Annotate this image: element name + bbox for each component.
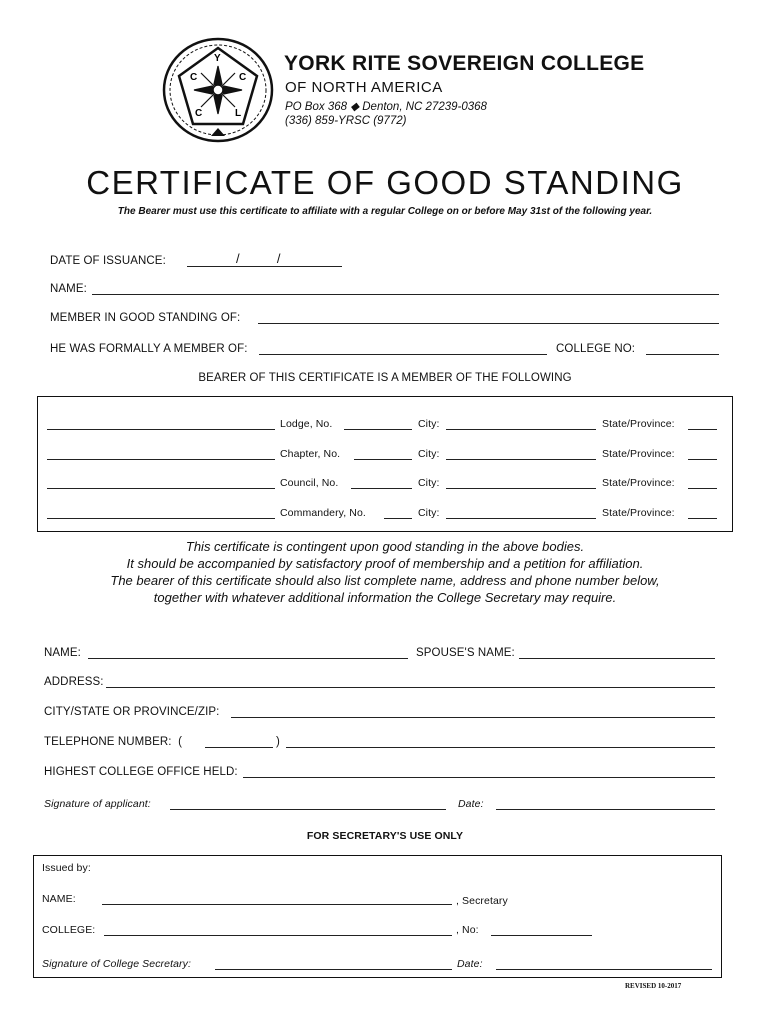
council-name-field[interactable] — [47, 488, 275, 489]
lodge-state-field[interactable] — [688, 429, 717, 430]
seal-letter-bottom-right: L — [235, 108, 242, 119]
secretary-heading: FOR SECRETARY'S USE ONLY — [306, 830, 464, 842]
chapter-state-field[interactable] — [688, 459, 717, 460]
secretary-signature-label: Signature of College Secretary: — [42, 958, 192, 970]
secretary-date-field[interactable] — [496, 969, 712, 970]
highest-office-field[interactable] — [243, 777, 715, 778]
chapter-number-field[interactable] — [354, 459, 412, 460]
council-city-field[interactable] — [446, 488, 596, 489]
seal-letter-left: C — [190, 72, 198, 83]
date-of-issuance-field[interactable] — [187, 266, 342, 267]
lodge-number-field[interactable] — [344, 429, 412, 430]
college-no-label-secretary: , No: — [456, 924, 479, 936]
commandery-state-field[interactable] — [688, 518, 717, 519]
spouse-name-label: SPOUSE'S NAME: — [416, 647, 515, 659]
secretary-signature-field[interactable] — [215, 969, 452, 970]
member-in-good-standing-field[interactable] — [258, 323, 719, 324]
city-state-zip-field[interactable] — [231, 717, 715, 718]
address-field[interactable] — [106, 687, 715, 688]
notice-line-3: The bearer of this certificate should also list complete name, address and phone number below, — [110, 573, 660, 588]
address-label: ADDRESS: — [44, 676, 104, 688]
college-no-field[interactable] — [646, 354, 719, 355]
telephone-paren-close: ) — [276, 736, 280, 748]
member-in-good-standing-label: MEMBER IN GOOD STANDING OF: — [50, 312, 241, 324]
applicant-signature-label: Signature of applicant: — [44, 798, 151, 810]
college-no-field-secretary[interactable] — [491, 935, 592, 936]
issued-by-label: Issued by: — [42, 862, 91, 874]
applicant-date-label: Date: — [458, 798, 484, 810]
commandery-name-field[interactable] — [47, 518, 275, 519]
notice-line-4: together with whatever additional information the College Secretary may require. — [153, 590, 617, 605]
commandery-city-label: City: — [418, 507, 440, 519]
commandery-state-label: State/Province: — [602, 507, 675, 519]
lodge-city-field[interactable] — [446, 429, 596, 430]
org-address: PO Box 368 ◆ Denton, NC 27239-0368 — [285, 101, 487, 113]
name-field[interactable] — [92, 294, 719, 295]
commandery-number-field[interactable] — [384, 518, 412, 519]
org-phone: (336) 859-YRSC (9772) — [285, 115, 407, 127]
applicant-signature-field[interactable] — [170, 809, 446, 810]
highest-office-label: HIGHEST COLLEGE OFFICE HELD: — [44, 766, 238, 778]
college-seal-logo — [161, 36, 276, 144]
council-city-label: City: — [418, 477, 440, 489]
chapter-state-label: State/Province: — [602, 448, 675, 460]
college-no-label: COLLEGE NO: — [556, 343, 636, 355]
certificate-title: CERTIFICATE OF GOOD STANDING — [86, 164, 684, 201]
org-title: YORK RITE SOVEREIGN COLLEGE — [284, 52, 645, 75]
date-slashes: / / — [236, 251, 281, 266]
chapter-name-field[interactable] — [47, 459, 275, 460]
lodge-label: Lodge, No. — [280, 418, 333, 430]
applicant-name-field[interactable] — [88, 658, 408, 659]
telephone-area-code-field[interactable] — [205, 747, 273, 748]
lodge-state-label: State/Province: — [602, 418, 675, 430]
secretary-name-label: NAME: — [42, 893, 76, 905]
org-subtitle: OF NORTH AMERICA — [285, 79, 443, 96]
applicant-name-label: NAME: — [44, 647, 81, 659]
date-of-issuance-label: DATE OF ISSUANCE: — [50, 255, 166, 267]
secretary-date-label: Date: — [457, 958, 483, 970]
revised-date: REVISED 10-2017 — [625, 982, 682, 990]
seal-letter-right: C — [239, 72, 247, 83]
lodge-name-field[interactable] — [47, 429, 275, 430]
spouse-name-field[interactable] — [519, 658, 715, 659]
secretary-name-field[interactable] — [102, 904, 452, 905]
seal-letter-top: Y — [214, 53, 221, 64]
secretary-suffix: , Secretary — [456, 895, 508, 907]
formerly-member-field[interactable] — [259, 354, 547, 355]
name-label: NAME: — [50, 283, 87, 295]
notice-line-2: It should be accompanied by satisfactory proof of membership and a petition for affiliation. — [126, 556, 644, 571]
applicant-date-field[interactable] — [496, 809, 715, 810]
college-label: COLLEGE: — [42, 924, 96, 936]
certificate-subtitle: The Bearer must use this certificate to affiliate with a regular College on or before May 31st of the following year. — [117, 206, 653, 217]
telephone-label: TELEPHONE NUMBER: ( — [44, 736, 183, 748]
lodge-city-label: City: — [418, 418, 440, 430]
college-field[interactable] — [104, 935, 452, 936]
commandery-city-field[interactable] — [446, 518, 596, 519]
chapter-city-field[interactable] — [446, 459, 596, 460]
council-state-field[interactable] — [688, 488, 717, 489]
commandery-label: Commandery, No. — [280, 507, 366, 519]
formerly-member-label: HE WAS FORMALLY A MEMBER OF: — [50, 343, 248, 355]
telephone-number-field[interactable] — [286, 747, 715, 748]
chapter-label: Chapter, No. — [280, 448, 341, 460]
chapter-city-label: City: — [418, 448, 440, 460]
bodies-heading: BEARER OF THIS CERTIFICATE IS A MEMBER OF THE FOLLOWING — [198, 372, 572, 384]
notice-line-1: This certificate is contingent upon good standing in the above bodies. — [185, 539, 585, 554]
city-state-zip-label: CITY/STATE OR PROVINCE/ZIP: — [44, 706, 220, 718]
council-number-field[interactable] — [351, 488, 412, 489]
council-state-label: State/Province: — [602, 477, 675, 489]
council-label: Council, No. — [280, 477, 339, 489]
seal-letter-bottom-left: C — [195, 108, 203, 119]
